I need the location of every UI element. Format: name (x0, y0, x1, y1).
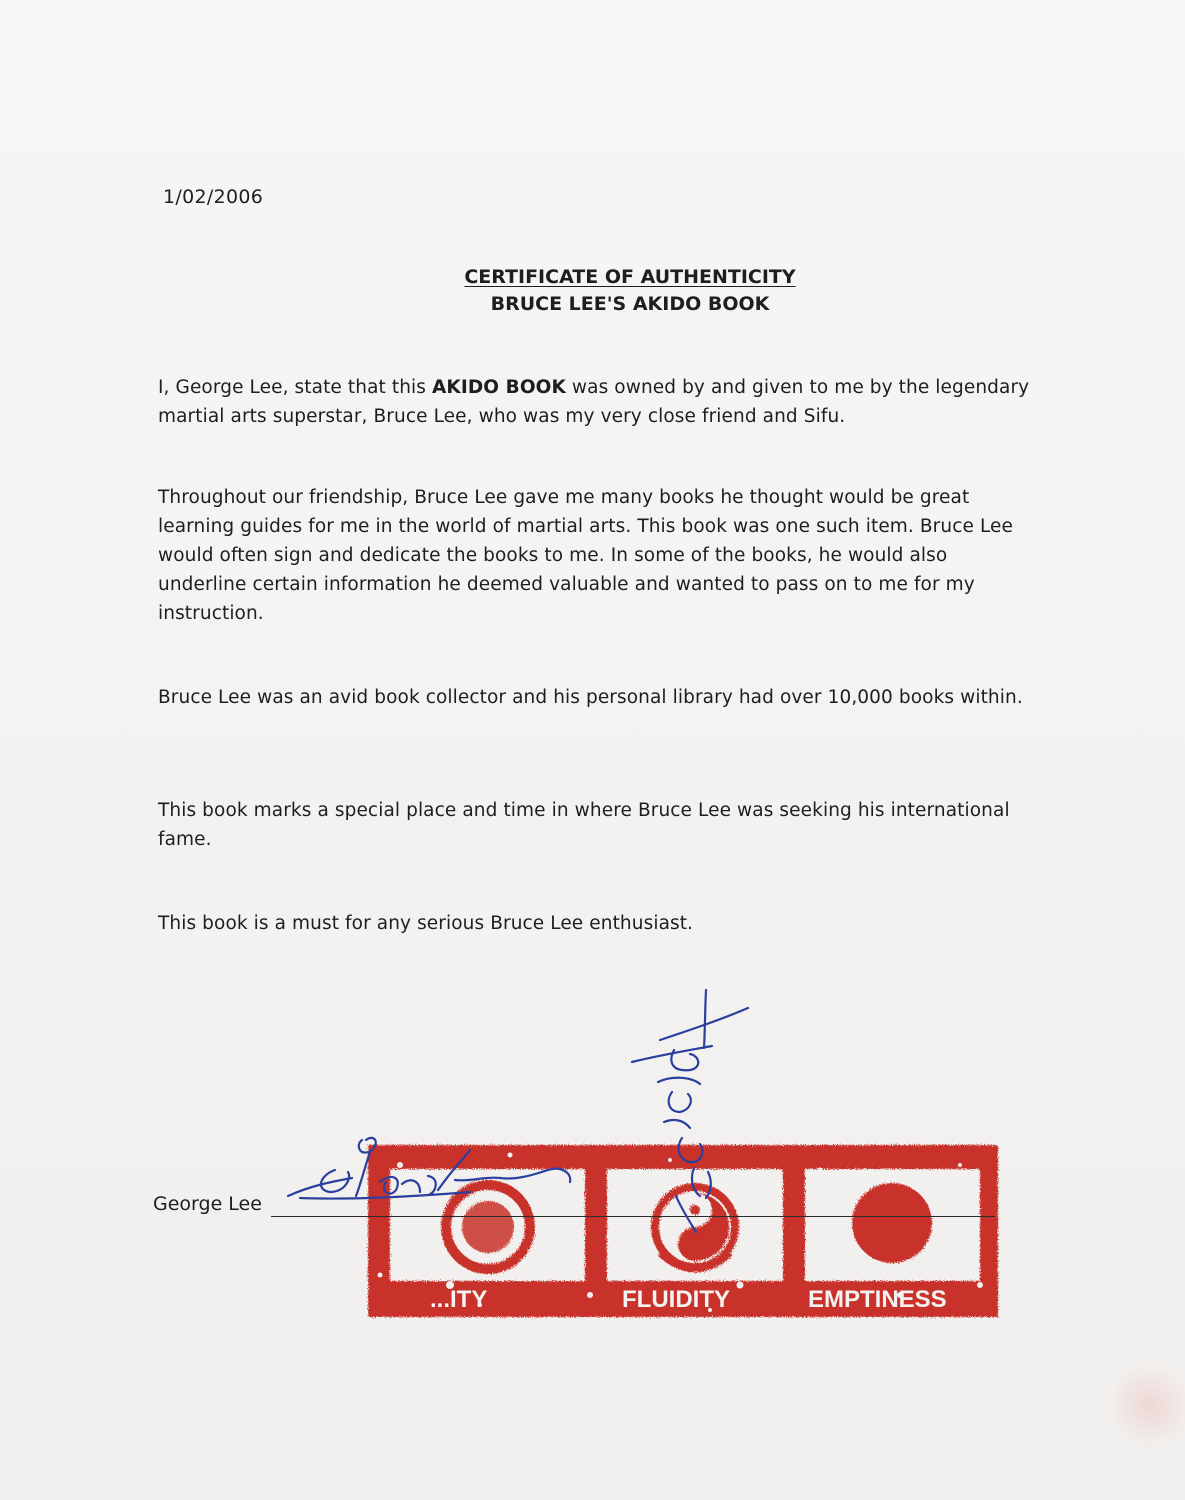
paragraph-library: Bruce Lee was an avid book collector and his personal library had over 10,000 books within. (158, 687, 1023, 708)
paragraph-enthusiast: This book is a must for any serious Bruce Lee enthusiast. (158, 913, 694, 934)
paragraph-fame: This book marks a special place and time in where Bruce Lee was seeking his international fame. (158, 800, 1010, 850)
paragraph-friendship: Throughout our friendship, Bruce Lee gave me many books he thought would be great learning guides for me in the world of martial arts. This book was one such item. Bruce Lee would often sign and dedicate the books to me. In some of the books, he would also underline certain information he deemed valuable and wanted to pass on to me for my instruction. (158, 487, 1013, 624)
book-name-bold: AKIDO BOOK (431, 377, 566, 398)
paragraph-ownership-start: I, George Lee, state that this (158, 377, 432, 398)
certificate-title: CERTIFICATE OF AUTHENTICITY (464, 266, 796, 288)
paragraph-ownership-end: was owned by and given to me by the legendary martial arts superstar, Bruce Lee, who was my very close friend and Sifu. (158, 377, 1030, 427)
stamp-caption-right: EMPTINESS (808, 1286, 947, 1313)
stamp-caption-center: FLUIDITY (622, 1286, 730, 1313)
document-date: 1/02/2006 (163, 186, 264, 208)
stamp-caption-left: ...ITY (430, 1286, 488, 1313)
signature-label: George Lee (153, 1193, 262, 1215)
george-lee-signature (288, 1138, 570, 1199)
paper-stain (1110, 1360, 1185, 1450)
chinese-signature (632, 990, 748, 1232)
certificate-subtitle: BRUCE LEE'S AKIDO BOOK (490, 293, 770, 315)
